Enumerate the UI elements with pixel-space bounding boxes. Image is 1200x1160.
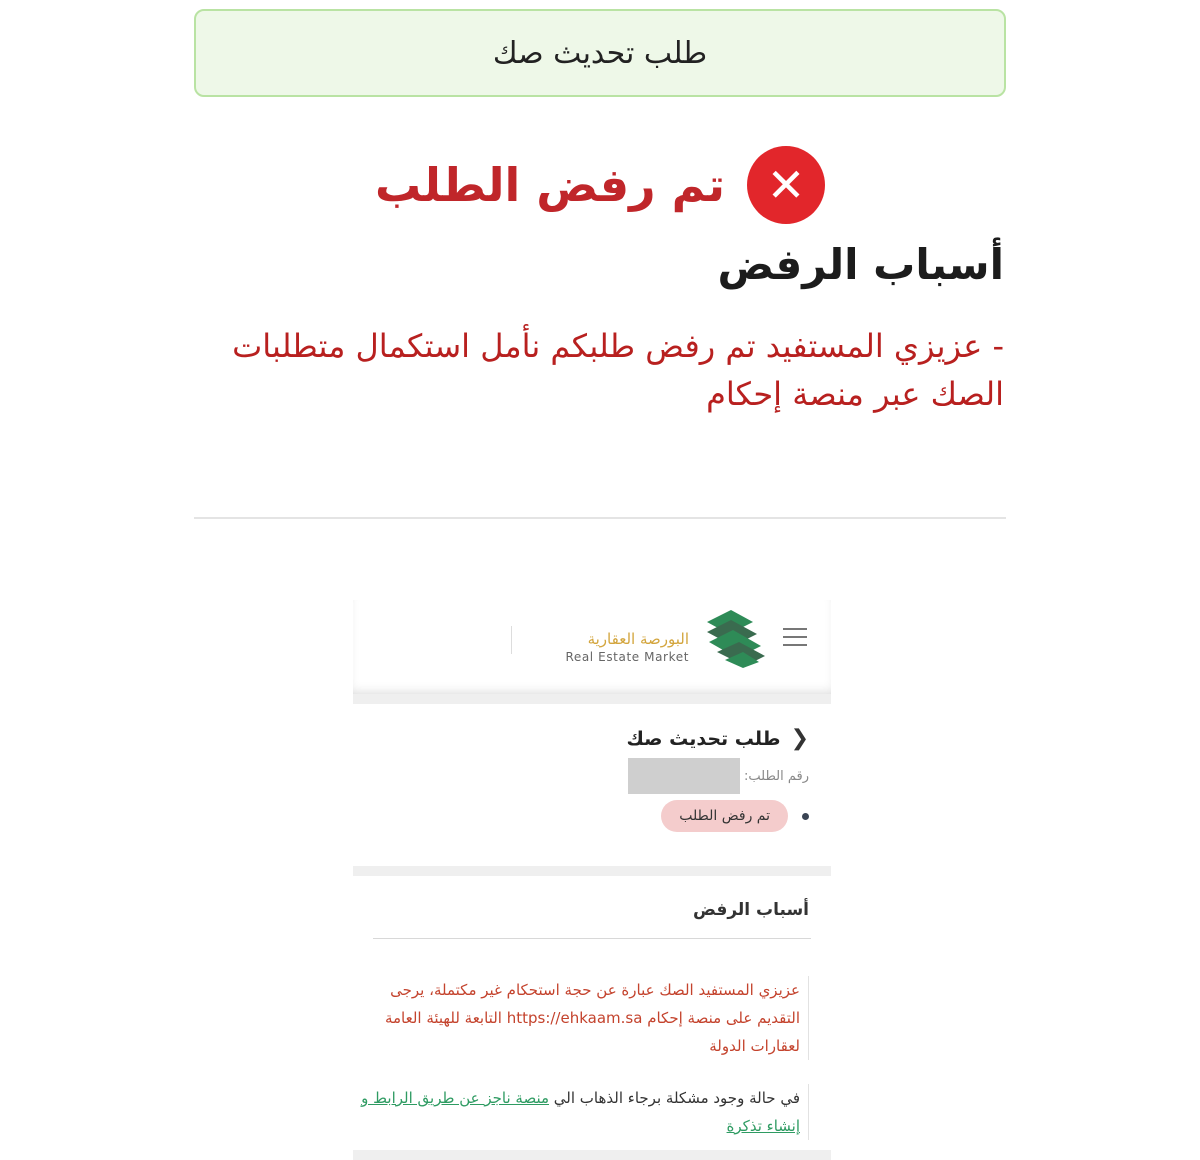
menu-icon[interactable] (783, 628, 807, 648)
help-prefix: في حالة وجود مشكلة برجاء الذهاب الي (553, 1089, 800, 1107)
request-header[interactable] (626, 726, 809, 751)
request-title: طلب تحديث صك (626, 727, 781, 750)
page-banner: طلب تحديث صك (194, 9, 1006, 97)
section-separator (353, 866, 831, 876)
header-separator (511, 626, 512, 654)
chevron-right-icon[interactable]: ❯ (790, 726, 809, 751)
status-dot-icon (802, 813, 809, 820)
najiz-link[interactable]: منصة ناجز عن طريق الرابط و إنشاء تذكرة (361, 1089, 800, 1135)
reasons-heading: أسباب الرفض (717, 240, 1004, 289)
logo-english: Real Estate Market (565, 650, 689, 664)
help-text (360, 1084, 809, 1140)
divider (194, 517, 1006, 519)
request-number-label: رقم الطلب: (744, 768, 809, 784)
request-number (628, 758, 809, 794)
section-separator (353, 694, 831, 704)
app-screenshot (353, 600, 831, 1160)
logo-icon (699, 608, 771, 670)
logo-arabic: البورصة العقارية (587, 630, 689, 648)
rejection-message: عزيزي المستفيد الصك عبارة عن حجة استحكام غير مكتملة، يرجى التقديم على منصة إحكام https://ehkaam.sa التابعة للهيئة العامة لعقارات الدولة (360, 976, 809, 1060)
rejection-title: تم رفض الطلب (374, 158, 726, 212)
section-separator (353, 1150, 831, 1160)
reason-text: - عزيزي المستفيد تم رفض طلبكم نأمل استكمال متطلبات الصك عبر منصة إحكام (232, 327, 1004, 413)
status-row (661, 800, 809, 832)
close-icon: ✕ (747, 146, 825, 224)
section-underline (373, 938, 811, 939)
reasons-section-title: أسباب الرفض (693, 900, 809, 920)
status-badge: تم رفض الطلب (661, 800, 788, 832)
app-header (353, 600, 831, 694)
redacted-request-number (628, 758, 740, 794)
rejection-status (300, 140, 900, 230)
